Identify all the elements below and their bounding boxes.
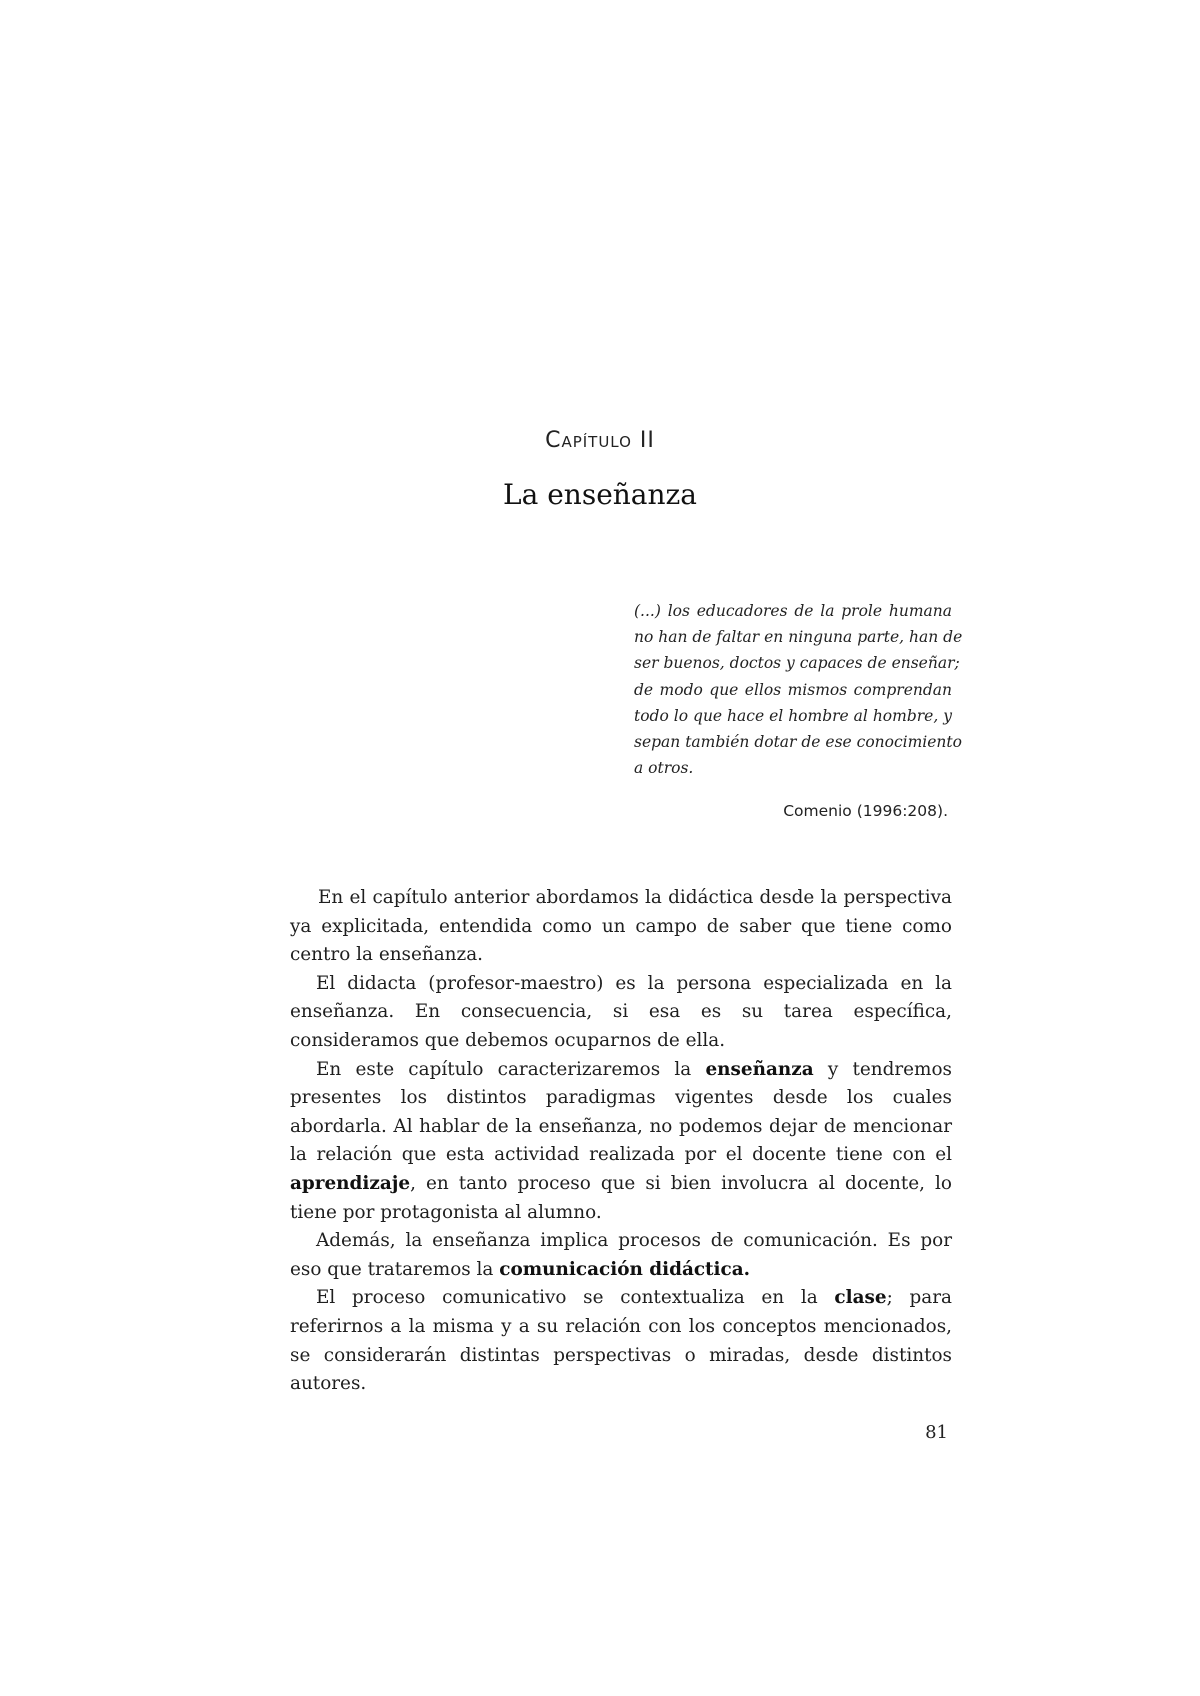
epigraph-line: no han de faltar en ninguna parte, han de — [634, 628, 963, 647]
paragraph-text: El proceso comunicativo se contextualiza en la — [316, 1287, 835, 1309]
epigraph-line: sepan también dotar de ese conocimiento — [634, 733, 962, 752]
page-number: 81 — [925, 1422, 948, 1443]
paragraph — [290, 1056, 952, 1228]
paragraph-text: ; para referirnos a la misma y a su relación con los conceptos mencionados, se considerarán distintas perspectivas o miradas, desde distintos autores. — [290, 1287, 952, 1395]
paragraph-text: , en tanto proceso que si bien involucra al docente, lo tiene por protagonista al alumno. — [290, 1172, 952, 1223]
epigraph-line: (...) los educadores de la prole humana — [634, 602, 952, 620]
epigraph-line: ser buenos, doctos y capaces de enseñar; — [634, 654, 960, 673]
chapter-title: La enseñanza — [503, 478, 697, 511]
bold-term: aprendizaje — [290, 1172, 411, 1194]
bold-term: comunicación didáctica. — [499, 1258, 751, 1280]
paragraph-text: En este capítulo caracterizaremos la — [316, 1058, 706, 1080]
paragraph-text: Además, la enseñanza implica procesos de comunicación. Es por eso que trataremos la — [290, 1230, 952, 1280]
paragraph: El didacta (profesor-maestro) es la persona especializada en la enseñanza. En consecuencia, si esa es su tarea específica, consideramos que debemos ocuparnos de ella. — [290, 972, 952, 1051]
paragraph-text: y tendremos presentes los distintos paradigmas vigentes desde los cuales abordarla. Al hablar de la enseñanza, no podemos dejar de mencionar la relación que esta actividad realizada por el docente tiene con el — [290, 1058, 952, 1166]
paragraph — [290, 1284, 952, 1398]
chapter-label: Capítulo II — [545, 428, 655, 453]
epigraph — [634, 598, 963, 781]
bold-term: clase — [834, 1287, 887, 1309]
bold-term: enseñanza — [705, 1058, 814, 1080]
epigraph-line: todo lo que hace el hombre al hombre, y — [634, 706, 952, 725]
epigraph-line: de modo que ellos mismos comprendan — [634, 680, 952, 699]
paragraph — [290, 1227, 952, 1284]
epigraph-attribution: Comenio (1996:208). — [783, 802, 948, 820]
paragraph: En el capítulo anterior abordamos la didáctica desde la perspectiva ya explicitada, entendida como un campo de saber que tiene como centro la enseñanza. — [290, 887, 952, 966]
body-text — [290, 884, 952, 1399]
epigraph-line: a otros. — [634, 759, 694, 778]
